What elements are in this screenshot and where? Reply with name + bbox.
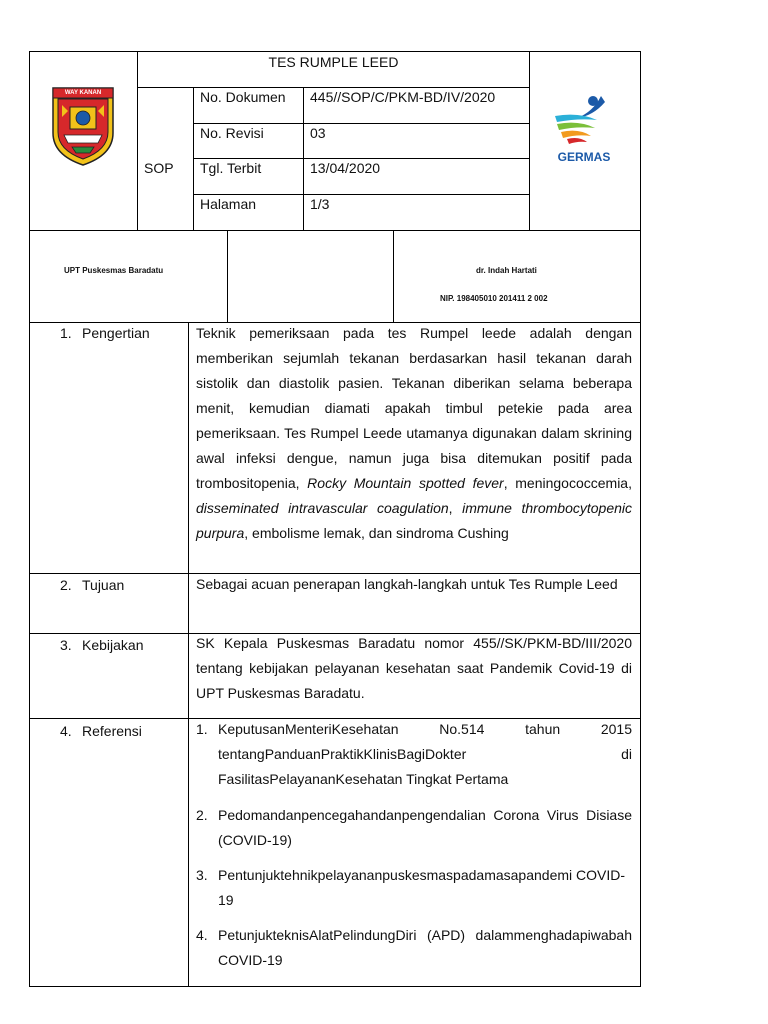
referensi-item-text: KeputusanMenteriKesehatan No.514 tahun 2015 tentangPanduanPraktikKlinisBagiDokter di FasilitasPelayananKesehatan Tingkat Pertama xyxy=(218,721,632,787)
org-border-right xyxy=(640,230,641,323)
meta-value-dokumen: 445//SOP/C/PKM-BD/IV/2020 xyxy=(310,89,496,105)
org-border-left xyxy=(29,230,30,323)
pengertian-italic-term: Rocky Mountain spotted fever xyxy=(307,475,504,491)
referensi-item-number: 2. xyxy=(196,807,208,823)
section-number: 3. xyxy=(60,637,72,653)
referensi-item xyxy=(196,923,632,973)
referensi-item xyxy=(196,863,632,913)
section-number: 1. xyxy=(60,325,72,341)
referensi-item xyxy=(196,803,632,853)
referensi-item-number: 3. xyxy=(196,867,208,883)
meta-label-dokumen: No. Dokumen xyxy=(200,89,286,105)
section-label: Kebijakan xyxy=(82,637,144,653)
body-border-left xyxy=(29,322,30,987)
referensi-item-text: Pedomandanpencegahandanpengendalian Corona Virus Disiase (COVID-19) xyxy=(218,807,632,848)
germas-logo-text: GERMAS xyxy=(557,150,611,164)
header-border-left xyxy=(29,51,30,231)
header-sop-divider xyxy=(193,87,194,231)
meta-value-halaman: 1/3 xyxy=(310,196,330,212)
referensi-item-number: 4. xyxy=(196,927,208,943)
meta-value-terbit: 13/04/2020 xyxy=(310,160,381,176)
referensi-item-text: PetunjukteknisAlatPelindungDiri (APD) dalammenghadapiwabah COVID-19 xyxy=(218,927,632,968)
kebijakan-text: SK Kepala Puskesmas Baradatu nomor 455//SK/PKM-BD/III/2020 tentang kebijakan pelayanan kesehatan saat Pandemik Covid-19 di UPT Puskesmas Baradatu. xyxy=(196,635,632,701)
way-kanan-logo xyxy=(50,85,116,167)
org-unit-name: UPT Puskesmas Baradatu xyxy=(64,266,164,275)
meta-value-revisi: 03 xyxy=(310,125,326,141)
section-label: Tujuan xyxy=(82,577,125,593)
pengertian-text-part: , embolisme lemak, dan sindroma Cushing xyxy=(244,525,509,541)
section-label: Referensi xyxy=(82,723,142,739)
org-divider-2 xyxy=(393,230,394,323)
section-label-kebijakan xyxy=(60,636,144,654)
pengertian-text xyxy=(196,321,632,546)
body-label-divider xyxy=(188,322,189,987)
header-border-right xyxy=(640,51,641,231)
referensi-item-number: 1. xyxy=(196,721,208,737)
header-divider-logo-left xyxy=(137,51,138,231)
pengertian-italic-term: immune thrombocytopenic purpura xyxy=(196,500,633,541)
meta-label-revisi: No. Revisi xyxy=(200,125,264,141)
body-border-right xyxy=(640,322,641,987)
tujuan-text: Sebagai acuan penerapan langkah-langkah untuk Tes Rumple Leed xyxy=(196,576,618,592)
document-title: TES RUMPLE LEED xyxy=(268,54,399,70)
header-border-top xyxy=(29,51,641,52)
header-border-bottom xyxy=(29,230,641,231)
header-meta-divider xyxy=(303,87,304,231)
body-border-bottom xyxy=(29,986,641,987)
pengertian-text-part: , meningococcemia, xyxy=(503,475,632,491)
pengertian-text-part: , xyxy=(448,500,463,516)
section-label-pengertian xyxy=(60,324,150,342)
section-number: 2. xyxy=(60,577,72,593)
referensi-item-text: Pentunjuktehnikpelayananpuskesmaspadamasapandemi COVID-19 xyxy=(218,867,626,908)
section-label-referensi xyxy=(60,722,142,740)
section-label-tujuan xyxy=(60,576,124,594)
signer-nip: NIP. 198405010 201411 2 002 xyxy=(440,294,548,303)
germas-logo xyxy=(549,92,619,168)
meta-label-halaman: Halaman xyxy=(200,196,257,212)
section-number: 4. xyxy=(60,723,72,739)
header-divider-logo-right xyxy=(529,51,530,231)
sop-label: SOP xyxy=(144,160,174,176)
section-label: Pengertian xyxy=(82,325,150,341)
pengertian-text-part: Teknik pemeriksaan pada tes Rumpel leede adalah dengan memberikan sejumlah tekanan berdasarkan hasil tekanan darah sistolik dan diastolik pasien. Tekanan diberikan selama beberapa menit, kemudian diamati apakah timbul petekie pada area pemeriksaan. Tes Rumpel Leede utamanya digunakan dalam skrining awal infeksi dengue, namun juga bisa ditemukan positif pada trombositopenia, xyxy=(196,325,632,491)
meta-label-terbit: Tgl. Terbit xyxy=(200,160,262,176)
org-divider-1 xyxy=(227,230,228,323)
referensi-item xyxy=(196,717,632,792)
signer-name: dr. Indah Hartati xyxy=(476,266,537,275)
way-kanan-logo-text: WAY KANAN xyxy=(64,90,102,96)
pengertian-italic-term: disseminated intravascular coagulation xyxy=(196,500,449,516)
